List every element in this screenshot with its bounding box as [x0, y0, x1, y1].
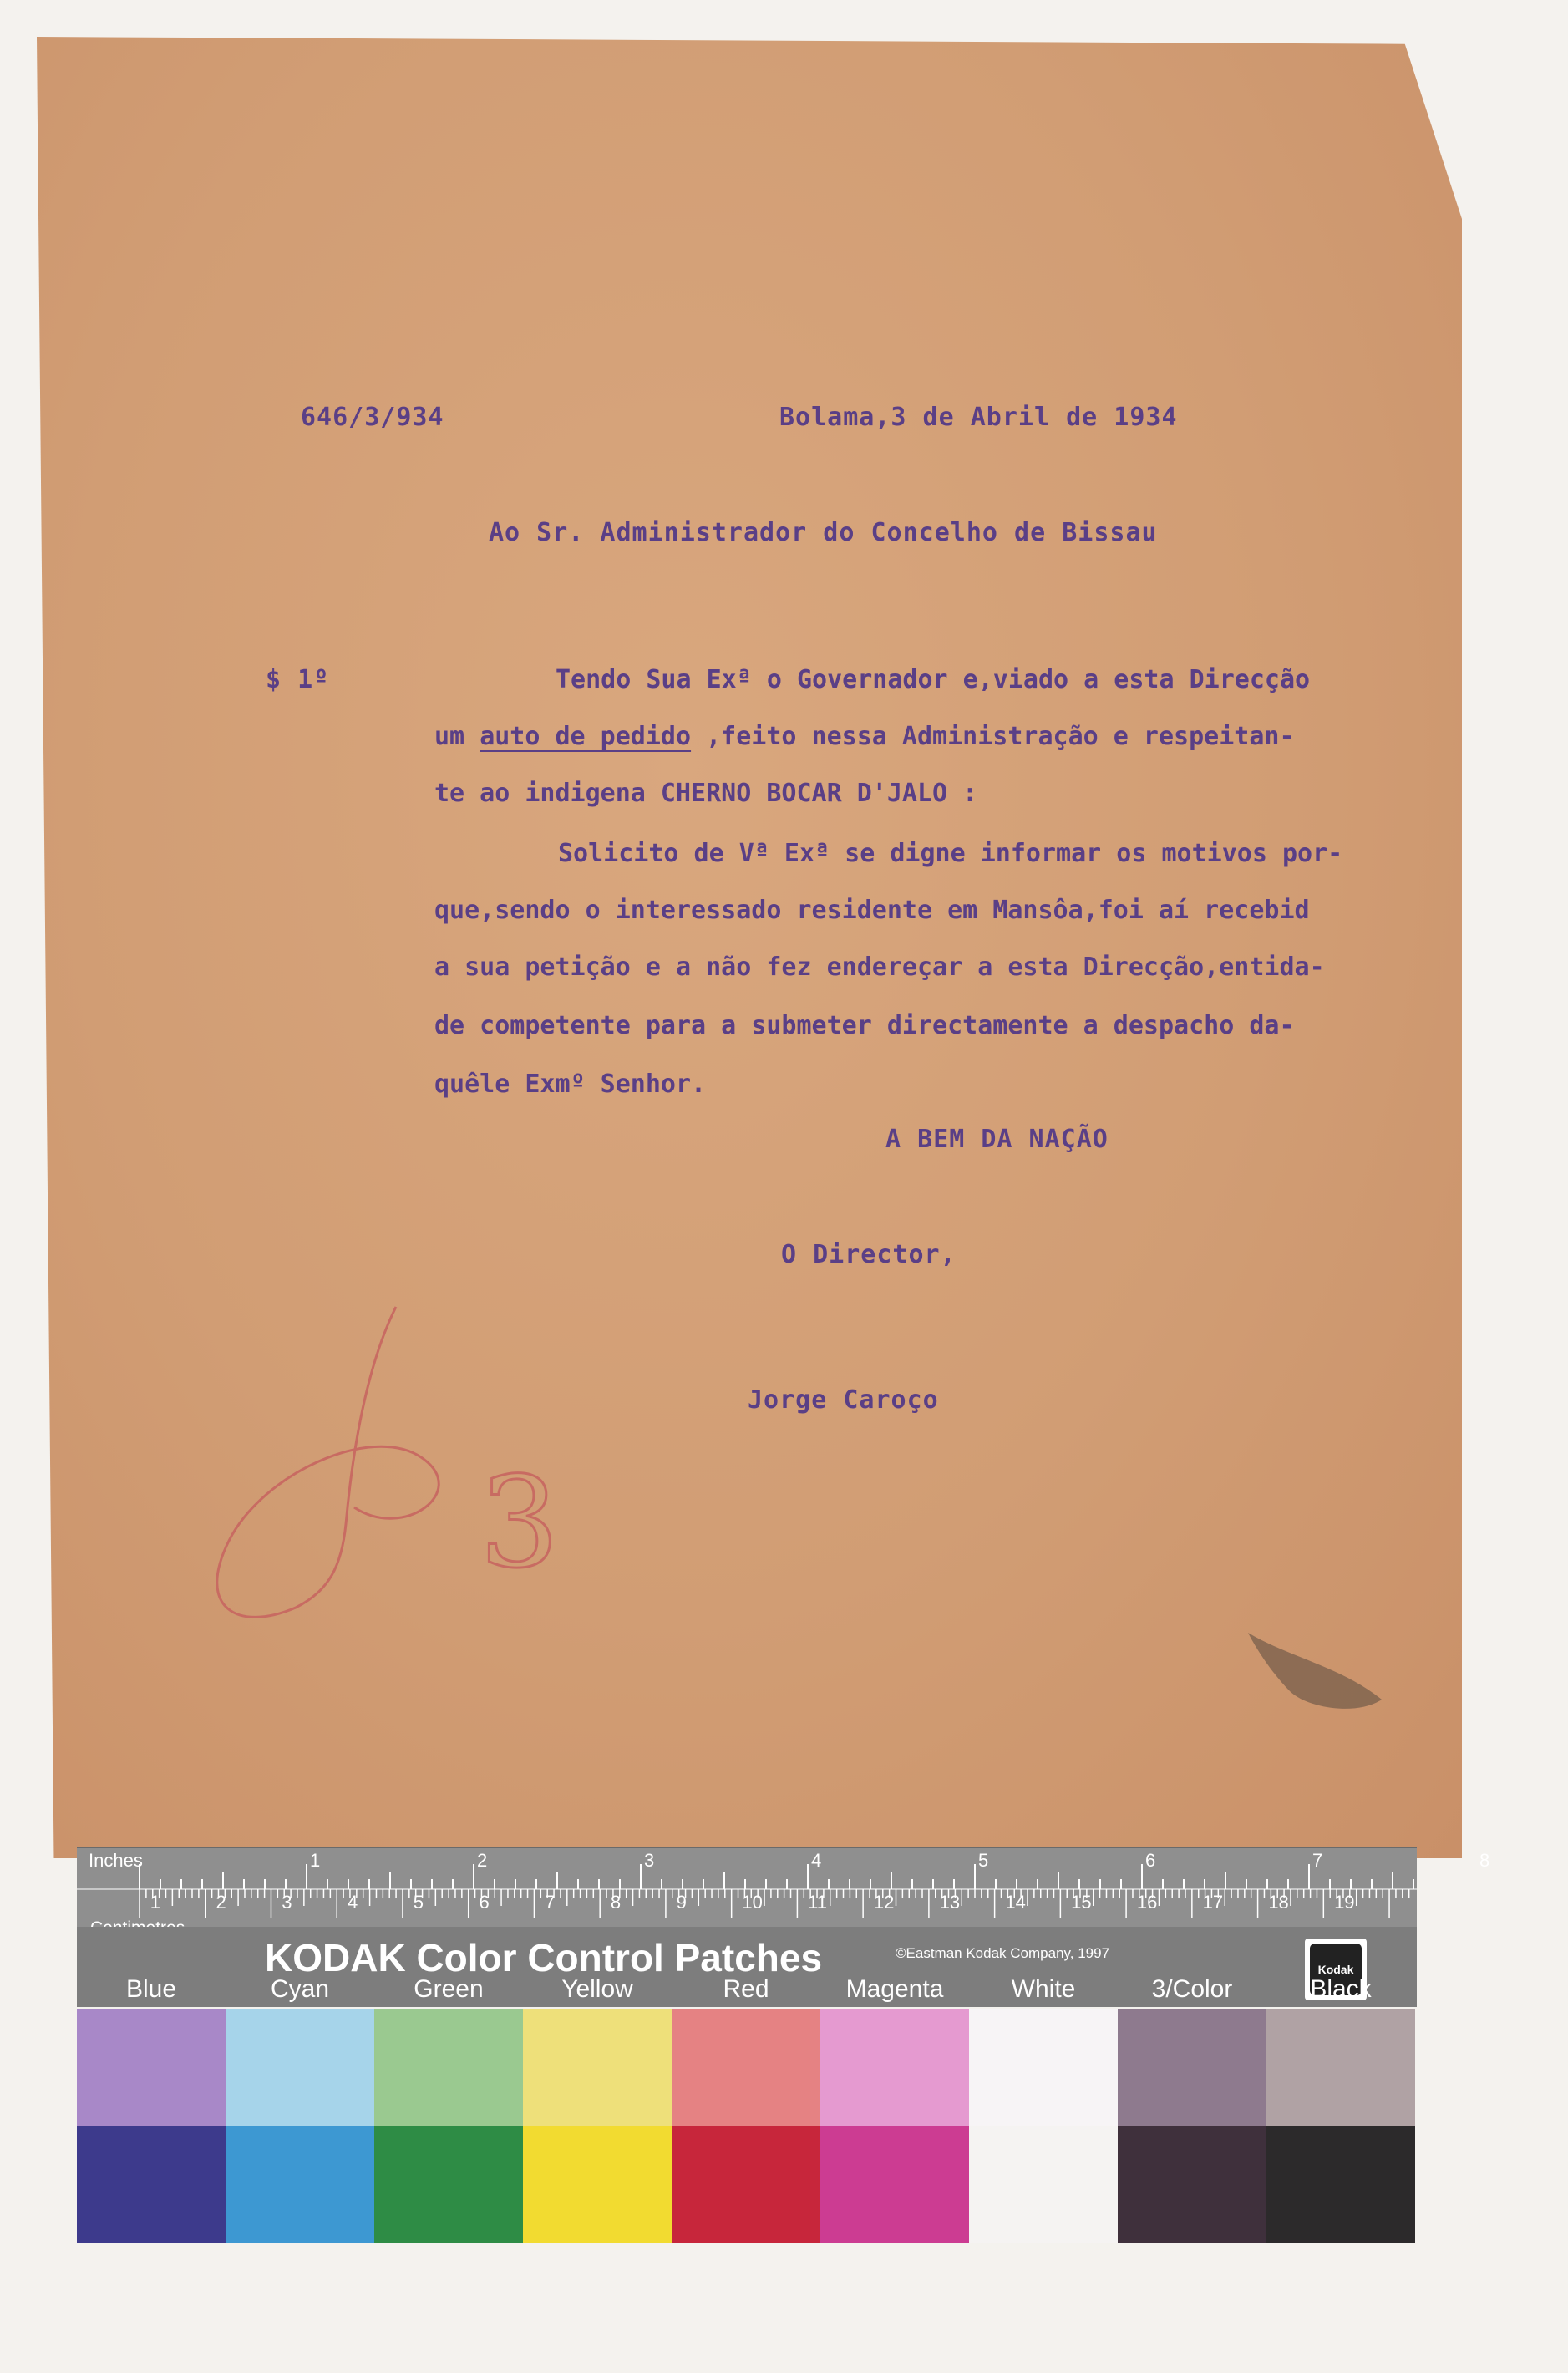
patch-name: Blue	[125, 1975, 177, 2003]
signer-title: O Director,	[781, 1240, 957, 1269]
measurement-ruler	[77, 1847, 1490, 1930]
cm-number: 9	[676, 1892, 687, 1913]
patch-top	[969, 2009, 1118, 2126]
cm-number: 3	[282, 1892, 292, 1913]
cm-number: 7	[545, 1892, 556, 1913]
paragraph-1-line-2	[434, 722, 1295, 751]
inch-number: 2	[477, 1850, 488, 1871]
patch-names	[77, 1975, 1417, 2009]
patch-name: Magenta	[845, 1975, 944, 2003]
patch-bottom	[1266, 2126, 1415, 2243]
text: ,feito nessa Administração e respeitan-	[691, 722, 1295, 751]
cm-number: 19	[1334, 1892, 1355, 1913]
patch-top	[523, 2009, 672, 2126]
paragraph-1-line-1: Tendo Sua Exª o Governador e,viado a esta Direcção	[556, 665, 1311, 694]
signer-name: Jorge Caroço	[748, 1385, 939, 1415]
letter-paper	[37, 37, 1462, 1858]
patch-top	[672, 2009, 820, 2126]
cm-number: 16	[1136, 1892, 1158, 1913]
paragraph-2-line-3: a sua petição e a não fez endereçar a esta Direcção,entida-	[434, 953, 1325, 982]
patch-name: Cyan	[270, 1975, 330, 2003]
cm-number: 15	[1071, 1892, 1092, 1913]
text: um	[434, 722, 480, 751]
patch-name: White	[1011, 1975, 1076, 2003]
patch-name: Green	[414, 1975, 484, 2003]
cm-number: 6	[479, 1892, 490, 1913]
patch-top	[374, 2009, 523, 2126]
pencil-annotation	[204, 1290, 622, 1658]
patch-top	[1118, 2009, 1266, 2126]
section-number: $ 1º	[266, 665, 330, 694]
paragraph-2-line-5: quêle Exmº Senhor.	[434, 1070, 707, 1099]
cm-number: 2	[216, 1892, 226, 1913]
patch-name: Black	[1310, 1975, 1372, 2003]
inch-number: 6	[1145, 1850, 1156, 1871]
reference-number: 646/3/934	[301, 403, 444, 432]
cm-number: 17	[1202, 1892, 1224, 1913]
underlined-phrase: auto de pedido	[480, 722, 692, 751]
paragraph-1-line-3: te ao indigena CHERNO BOCAR D'JALO :	[434, 779, 978, 808]
kodak-copyright: ©Eastman Kodak Company, 1997	[896, 1945, 1110, 1961]
patch-top	[1266, 2009, 1415, 2126]
cm-number: 11	[808, 1892, 827, 1913]
patch-bottom	[226, 2126, 374, 2243]
cm-number: 13	[939, 1892, 961, 1913]
patch-bottom	[523, 2126, 672, 2243]
inch-number: 5	[978, 1850, 989, 1871]
cm-number: 10	[742, 1892, 763, 1913]
patch-top	[820, 2009, 969, 2126]
patch-top	[226, 2009, 374, 2126]
color-patches	[77, 2009, 1417, 2246]
paragraph-2-line-1: Solicito de Vª Exª se digne informar os motivos por-	[558, 839, 1343, 868]
patch-name: 3/Color	[1151, 1975, 1233, 2003]
inches-label: Inches	[89, 1850, 143, 1871]
patch-top	[77, 2009, 226, 2126]
inch-number: 8	[1479, 1850, 1490, 1871]
pencil-number: 3	[480, 1451, 560, 1596]
patch-bottom	[969, 2126, 1118, 2243]
ruler-ticks	[77, 1848, 1417, 1930]
closing-formula: A BEM DA NAÇÃO	[885, 1125, 1109, 1154]
inch-number: 3	[644, 1850, 655, 1871]
cm-number: 18	[1268, 1892, 1289, 1913]
cm-number: 8	[610, 1892, 622, 1913]
addressee: Ao Sr. Administrador do Concelho de Bissau	[489, 518, 1158, 547]
kodak-logo-text: Kodak	[1310, 1944, 1362, 1995]
patch-name: Yellow	[561, 1975, 633, 2003]
place-date: Bolama,3 de Abril de 1934	[779, 403, 1178, 432]
patch-bottom	[672, 2126, 820, 2243]
cm-number: 4	[347, 1892, 358, 1913]
ink-smudge	[1240, 1624, 1390, 1725]
inch-number: 7	[1312, 1850, 1323, 1871]
paragraph-2-line-4: de competente para a submeter directamente a despacho da-	[434, 1011, 1295, 1040]
cm-number: 12	[873, 1892, 895, 1913]
patch-bottom	[374, 2126, 523, 2243]
paragraph-2-line-2: que,sendo o interessado residente em Mansôa,foi aí recebid	[434, 896, 1310, 925]
cm-number: 1	[150, 1892, 160, 1913]
inch-number: 4	[811, 1850, 822, 1871]
patch-bottom	[77, 2126, 226, 2243]
patch-name: Red	[723, 1975, 769, 2003]
patch-bottom	[820, 2126, 969, 2243]
inch-number: 1	[310, 1850, 321, 1871]
kodak-title: KODAK Color Control Patches	[265, 1936, 823, 1979]
cm-number: 14	[1005, 1892, 1026, 1913]
patch-bottom	[1118, 2126, 1266, 2243]
cm-number: 5	[413, 1892, 424, 1913]
